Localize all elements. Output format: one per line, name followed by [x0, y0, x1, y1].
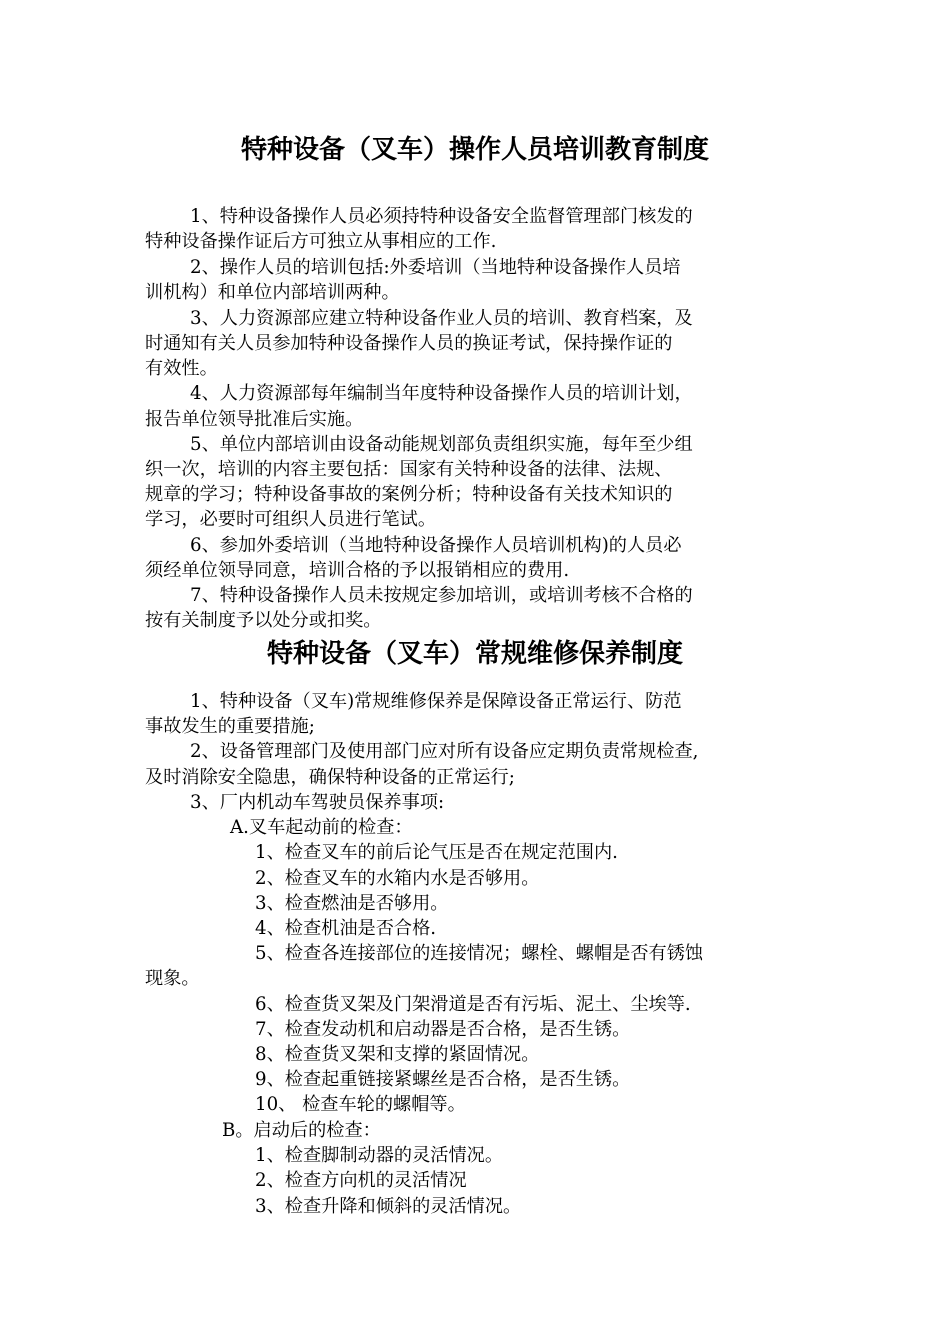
- training-text-line: 5、单位内部培训由设备动能规划部负责组织实施，每年至少组: [190, 434, 693, 455]
- maintenance-text-line: 2、设备管理部门及使用部门应对所有设备应定期负责常规检查,: [190, 741, 699, 762]
- maintenance-text-line: 3、检查升降和倾斜的灵活情况。: [255, 1196, 522, 1217]
- training-text-line: 训机构）和单位内部培训两种。: [145, 282, 400, 303]
- maintenance-text-line: 及时消除安全隐患，确保特种设备的正常运行;: [145, 767, 515, 788]
- training-text-line: 规章的学习；特种设备事故的案例分析；特种设备有关技术知识的: [145, 484, 673, 505]
- training-text-line: 有效性。: [145, 358, 218, 379]
- training-text-line: 特种设备操作证后方可独立从事相应的工作.: [145, 231, 497, 252]
- training-text-line: 2、操作人员的培训包括:外委培训（当地特种设备操作人员培: [190, 257, 681, 278]
- training-text-line: 时通知有关人员参加特种设备操作人员的换证考试，保持操作证的: [145, 333, 673, 354]
- maintenance-text-line: 7、检查发动机和启动器是否合格，是否生锈。: [255, 1019, 631, 1040]
- maintenance-text-line: 2、检查方向机的灵活情况: [255, 1170, 467, 1191]
- training-text-line: 学习，必要时可组织人员进行笔试。: [145, 509, 437, 530]
- maintenance-text-line: 1、特种设备（叉车)常规维修保养是保障设备正常运行、防范: [190, 691, 682, 712]
- training-text-line: 按有关制度予以处分或扣奖。: [145, 610, 382, 631]
- training-text-line: 1、特种设备操作人员必须持特种设备安全监督管理部门核发的: [190, 206, 693, 227]
- maintenance-text-line: 3、厂内机动车驾驶员保养事项:: [190, 792, 445, 813]
- maintenance-text-line: A.叉车起动前的检查：: [230, 817, 413, 838]
- training-text-line: 3、人力资源部应建立特种设备作业人员的培训、教育档案，及: [190, 308, 693, 329]
- training-text-line: 报告单位领导批准后实施。: [145, 409, 364, 430]
- maintenance-text-line: 事故发生的重要措施;: [145, 716, 315, 737]
- maintenance-text-line: 现象。: [145, 968, 200, 989]
- training-text-line: 6、参加外委培训（当地特种设备操作人员培训机构)的人员必: [190, 535, 682, 556]
- maintenance-text-line: 3、检查燃油是否够用。: [255, 893, 449, 914]
- training-text-line: 须经单位领导同意，培训合格的予以报销相应的费用.: [145, 560, 570, 581]
- document-title-training: 特种设备（叉车）操作人员培训教育制度: [240, 135, 709, 165]
- maintenance-text-line: 6、检查货叉架及门架滑道是否有污垢、泥土、尘埃等.: [255, 994, 691, 1015]
- maintenance-text-line: 1、检查叉车的前后论气压是否在规定范围内.: [255, 842, 618, 863]
- maintenance-text-line: 9、检查起重链接紧螺丝是否合格，是否生锈。: [255, 1069, 631, 1090]
- maintenance-text-line: 1、检查脚制动器的灵活情况。: [255, 1145, 504, 1166]
- maintenance-text-line: 2、检查叉车的水箱内水是否够用。: [255, 868, 540, 889]
- maintenance-text-line: B。启动后的检查：: [222, 1120, 381, 1141]
- maintenance-text-line: 10、 检查车轮的螺帽等。: [255, 1094, 466, 1115]
- training-text-line: 4、人力资源部每年编制当年度特种设备操作人员的培训计划，: [190, 383, 693, 404]
- document-title-maintenance: 特种设备（叉车）常规维修保养制度: [266, 639, 683, 669]
- maintenance-text-line: 4、检查机油是否合格.: [255, 918, 437, 939]
- training-text-line: 7、特种设备操作人员未按规定参加培训，或培训考核不合格的: [190, 585, 693, 606]
- training-text-line: 织一次，培训的内容主要包括：国家有关特种设备的法律、法规、: [145, 459, 673, 480]
- maintenance-text-line: 5、检查各连接部位的连接情况；螺栓、螺帽是否有锈蚀: [255, 943, 704, 964]
- maintenance-text-line: 8、检查货叉架和支撑的紧固情况。: [255, 1044, 540, 1065]
